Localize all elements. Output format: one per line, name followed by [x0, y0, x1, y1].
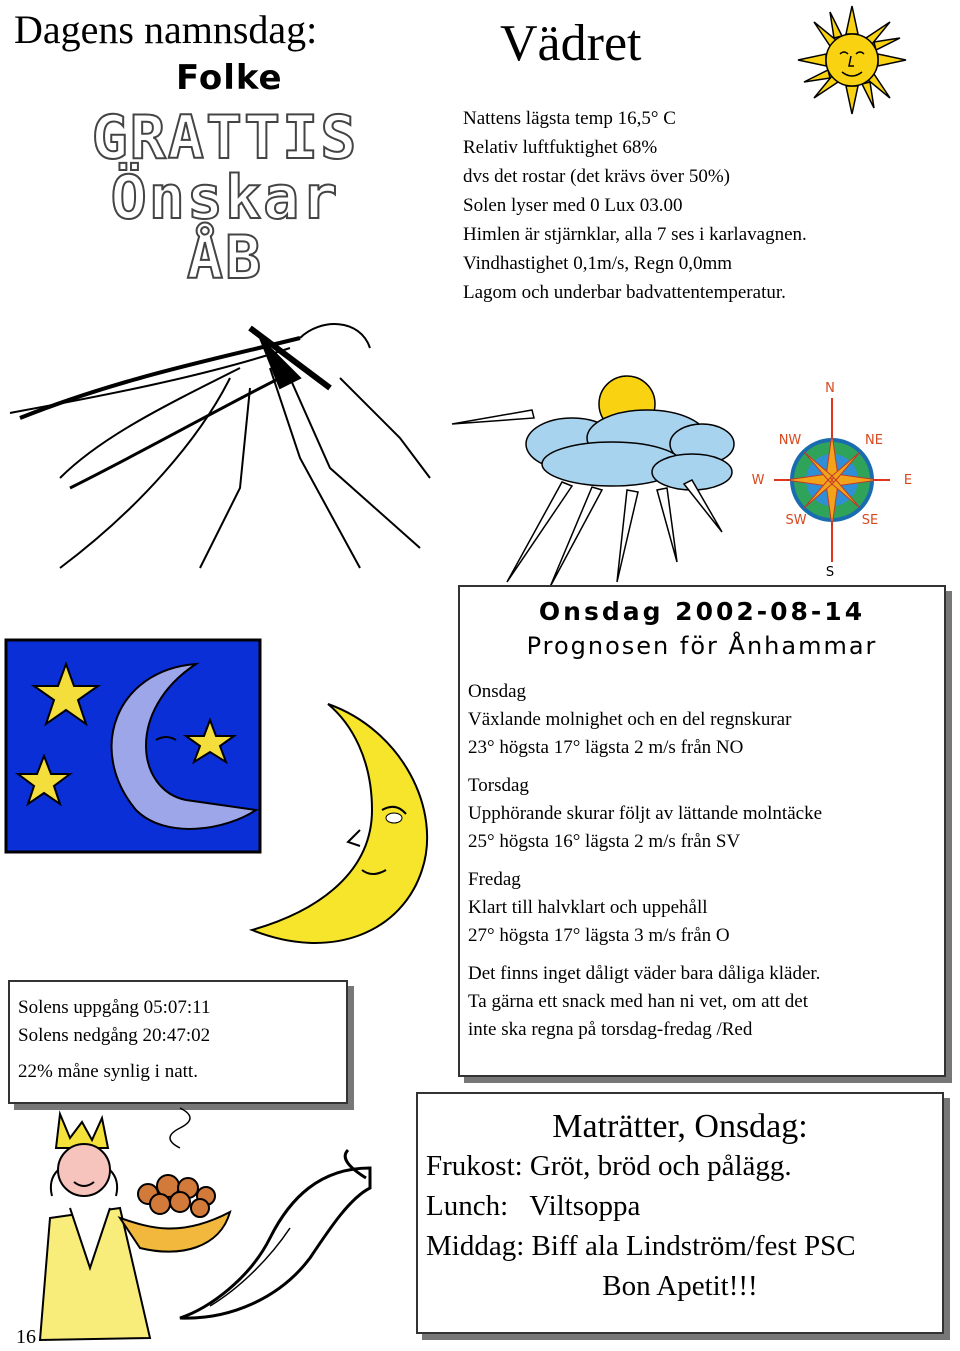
namnsdag-heading: Dagens namnsdag:	[14, 7, 318, 52]
weather-title: Vädret	[500, 15, 642, 72]
meal-dinner: Middag: Biff ala Lindström/fest PSC	[426, 1230, 856, 1262]
sun-times-panel	[8, 980, 348, 1104]
forecast-comment	[468, 960, 944, 1044]
compass-nw: NW	[778, 433, 802, 448]
forecast-comment-line: Det finns inget dåligt väder bara dåliga kläder.	[468, 963, 821, 984]
forecast-panel	[458, 585, 946, 1077]
gratis-banner	[60, 103, 390, 293]
forecast-day-temps: 25° högsta 16° lägsta 2 m/s från SV	[468, 831, 741, 852]
forecast-day-name: Torsdag	[468, 775, 529, 796]
compass-ne: NE	[865, 433, 883, 448]
compass-w: W	[751, 473, 765, 488]
forecast-day-desc: Växlande molnighet och en del regnskurar	[468, 709, 792, 730]
forecast-day	[468, 772, 944, 856]
forecast-day-desc: Klart till halvklart och uppehåll	[468, 897, 708, 918]
sunset-text: Solens nedgång 20:47:02	[18, 1025, 211, 1046]
forecast-day-name: Fredag	[468, 869, 521, 890]
compass-n: N	[825, 381, 835, 396]
mosquito-illustration	[0, 318, 440, 578]
forecast-day-name: Onsdag	[468, 681, 527, 702]
forecast-comment-line: Ta gärna ett snack med han ni vet, om att det	[468, 991, 809, 1012]
forecast-day-temps: 27° högsta 17° lägsta 3 m/s från O	[468, 925, 730, 946]
cloud-sun-illustration	[452, 372, 742, 592]
forecast-comment-line: inte ska regna på torsdag-fredag /Red	[468, 1019, 753, 1040]
forecast-day-temps: 23° högsta 17° lägsta 2 m/s från NO	[468, 737, 744, 758]
namnsdag-name: Folke	[176, 58, 283, 98]
forecast-day-desc: Upphörande skurar följt av lättande molntäcke	[468, 803, 823, 824]
moon-visibility-text: 22% måne synlig i natt.	[18, 1061, 198, 1082]
forecast-subtitle: Prognosen för Ånhammar	[526, 632, 878, 660]
meals-title: Maträtter, Onsdag:	[552, 1108, 808, 1145]
gratis-text: GRATTIS	[91, 103, 359, 173]
compass-e: E	[903, 473, 913, 488]
weather-report	[463, 104, 807, 307]
meals-closing: Bon Apetit!!!	[602, 1270, 758, 1302]
compass-se: SE	[861, 513, 879, 528]
gratis-sender: Önskar ÅB	[110, 163, 340, 293]
compass-s: S	[825, 565, 835, 580]
weather-line: Himlen är stjärnklar, alla 7 ses i karlavagnen.	[463, 224, 807, 245]
forecast-day	[468, 678, 944, 762]
meals-panel	[416, 1092, 944, 1334]
compass-sw: SW	[785, 513, 807, 528]
compass-rose	[744, 376, 924, 582]
meal-breakfast: Frukost: Gröt, bröd och pålägg.	[426, 1150, 792, 1182]
page-number: 16	[16, 1326, 36, 1348]
weather-line: dvs det rostar (det krävs över 50%)	[463, 166, 730, 187]
weather-line: Vindhastighet 0,1m/s, Regn 0,0mm	[463, 253, 733, 274]
forecast-day	[468, 866, 944, 950]
chili-pepper-illustration	[170, 1148, 390, 1328]
weather-line: Solen lyser med 0 Lux 03.00	[463, 195, 683, 216]
sleeping-moon-illustration	[6, 640, 262, 854]
weather-line: Lagom och underbar badvattentemperatur.	[463, 282, 786, 303]
sunrise-text: Solens uppgång 05:07:11	[18, 997, 211, 1018]
crescent-moon-illustration	[232, 700, 442, 962]
meal-lunch: Lunch: Viltsoppa	[426, 1190, 641, 1222]
weather-line: Nattens lägsta temp 16,5° C	[463, 108, 676, 129]
weather-line: Relativ luftfuktighet 68%	[463, 137, 658, 158]
forecast-title: Onsdag 2002-08-14	[538, 597, 866, 626]
sun-icon	[796, 4, 908, 116]
